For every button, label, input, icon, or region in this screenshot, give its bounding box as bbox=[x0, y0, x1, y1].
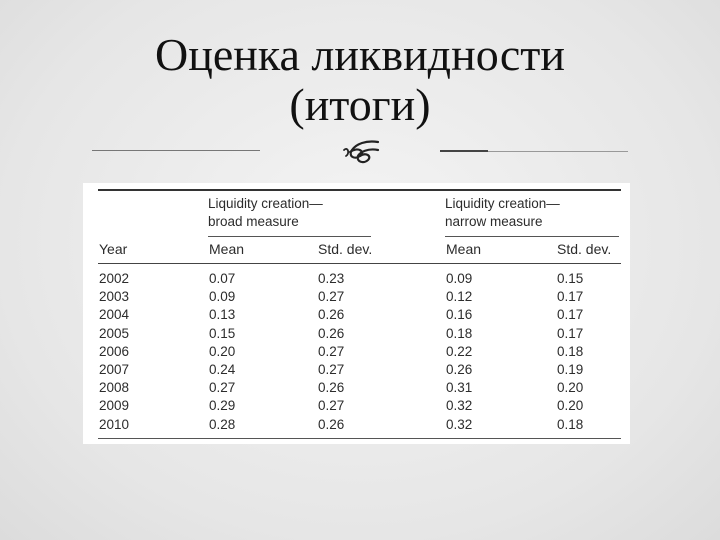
group-header-broad-line-2: broad measure bbox=[208, 214, 299, 229]
cell-broad-std: 0.26 bbox=[318, 416, 345, 432]
cell-narrow-mean: 0.32 bbox=[446, 398, 473, 414]
title-divider-right bbox=[488, 151, 628, 152]
column-header-narrow-std: Std. dev. bbox=[557, 241, 612, 257]
cell-broad-std: 0.26 bbox=[318, 325, 345, 341]
title-divider-accent bbox=[440, 150, 488, 152]
table-row bbox=[98, 398, 621, 416]
column-header-year: Year bbox=[99, 241, 128, 257]
group-header-narrow-line-2: narrow measure bbox=[445, 214, 543, 229]
column-header-narrow-mean: Mean bbox=[446, 241, 482, 257]
cell-broad-mean: 0.07 bbox=[209, 271, 236, 286]
table-row bbox=[98, 380, 621, 398]
cell-broad-std: 0.27 bbox=[318, 289, 345, 305]
column-header-broad-mean: Mean bbox=[209, 241, 245, 257]
table-top-rule bbox=[98, 189, 621, 191]
cell-broad-mean: 0.20 bbox=[209, 343, 236, 359]
group-header-broad-line-1: Liquidity creation— bbox=[208, 196, 323, 211]
cell-year: 2008 bbox=[99, 380, 130, 396]
column-header-broad-std: Std. dev. bbox=[318, 241, 373, 257]
cell-year: 2005 bbox=[99, 325, 130, 341]
cell-narrow-std: 0.17 bbox=[557, 307, 584, 323]
cell-narrow-mean: 0.18 bbox=[446, 325, 473, 341]
cell-year: 2004 bbox=[99, 307, 130, 323]
cell-narrow-mean: 0.12 bbox=[446, 289, 473, 305]
cell-narrow-std: 0.17 bbox=[557, 325, 584, 341]
group-header-narrow bbox=[445, 195, 560, 231]
cell-narrow-std: 0.19 bbox=[557, 361, 584, 377]
group-rule-narrow bbox=[445, 236, 619, 237]
table-header-rule bbox=[98, 263, 621, 264]
cell-year: 2006 bbox=[99, 343, 130, 359]
cell-narrow-mean: 0.26 bbox=[446, 361, 473, 377]
cell-narrow-mean: 0.09 bbox=[446, 271, 473, 286]
cell-broad-std: 0.26 bbox=[318, 380, 345, 396]
cell-year: 2009 bbox=[99, 398, 130, 414]
group-header-broad bbox=[208, 195, 323, 231]
cell-broad-mean: 0.29 bbox=[209, 398, 236, 414]
cell-narrow-std: 0.20 bbox=[557, 398, 584, 414]
table-row bbox=[98, 417, 621, 435]
slide-title-line-2: (итоги) bbox=[289, 79, 431, 130]
title-divider-left bbox=[92, 150, 260, 151]
cell-narrow-std: 0.18 bbox=[557, 416, 584, 432]
table-row bbox=[98, 362, 621, 380]
cell-broad-mean: 0.13 bbox=[209, 307, 236, 323]
cell-narrow-std: 0.17 bbox=[557, 289, 584, 305]
cell-broad-mean: 0.15 bbox=[209, 325, 236, 341]
cell-narrow-mean: 0.31 bbox=[446, 380, 473, 396]
cell-year: 2007 bbox=[99, 361, 130, 377]
cell-broad-std: 0.27 bbox=[318, 343, 345, 359]
slide-title bbox=[0, 30, 720, 130]
cell-broad-mean: 0.27 bbox=[209, 380, 236, 396]
table-row bbox=[98, 271, 621, 289]
cell-broad-std: 0.23 bbox=[318, 271, 345, 286]
cell-narrow-mean: 0.22 bbox=[446, 343, 473, 359]
table-row bbox=[98, 307, 621, 325]
cell-year: 2002 bbox=[99, 271, 130, 286]
liquidity-table-card bbox=[83, 183, 630, 444]
flourish-icon bbox=[338, 136, 386, 166]
table-row bbox=[98, 289, 621, 307]
group-rule-broad bbox=[208, 236, 371, 237]
cell-broad-mean: 0.09 bbox=[209, 289, 236, 305]
cell-narrow-std: 0.20 bbox=[557, 380, 584, 396]
slide-title-line-1: Оценка ликвидности bbox=[154, 29, 565, 80]
cell-narrow-mean: 0.16 bbox=[446, 307, 473, 323]
cell-narrow-std: 0.15 bbox=[557, 271, 584, 286]
table-bottom-rule bbox=[98, 438, 621, 439]
group-header-narrow-line-1: Liquidity creation— bbox=[445, 196, 560, 211]
table-row bbox=[98, 326, 621, 344]
table-row bbox=[98, 344, 621, 362]
cell-year: 2010 bbox=[99, 416, 130, 432]
cell-broad-std: 0.26 bbox=[318, 307, 345, 323]
table-body bbox=[98, 271, 621, 435]
cell-broad-mean: 0.28 bbox=[209, 416, 236, 432]
cell-broad-std: 0.27 bbox=[318, 398, 345, 414]
cell-narrow-mean: 0.32 bbox=[446, 416, 473, 432]
cell-year: 2003 bbox=[99, 289, 130, 305]
cell-broad-std: 0.27 bbox=[318, 361, 345, 377]
cell-broad-mean: 0.24 bbox=[209, 361, 236, 377]
cell-narrow-std: 0.18 bbox=[557, 343, 584, 359]
